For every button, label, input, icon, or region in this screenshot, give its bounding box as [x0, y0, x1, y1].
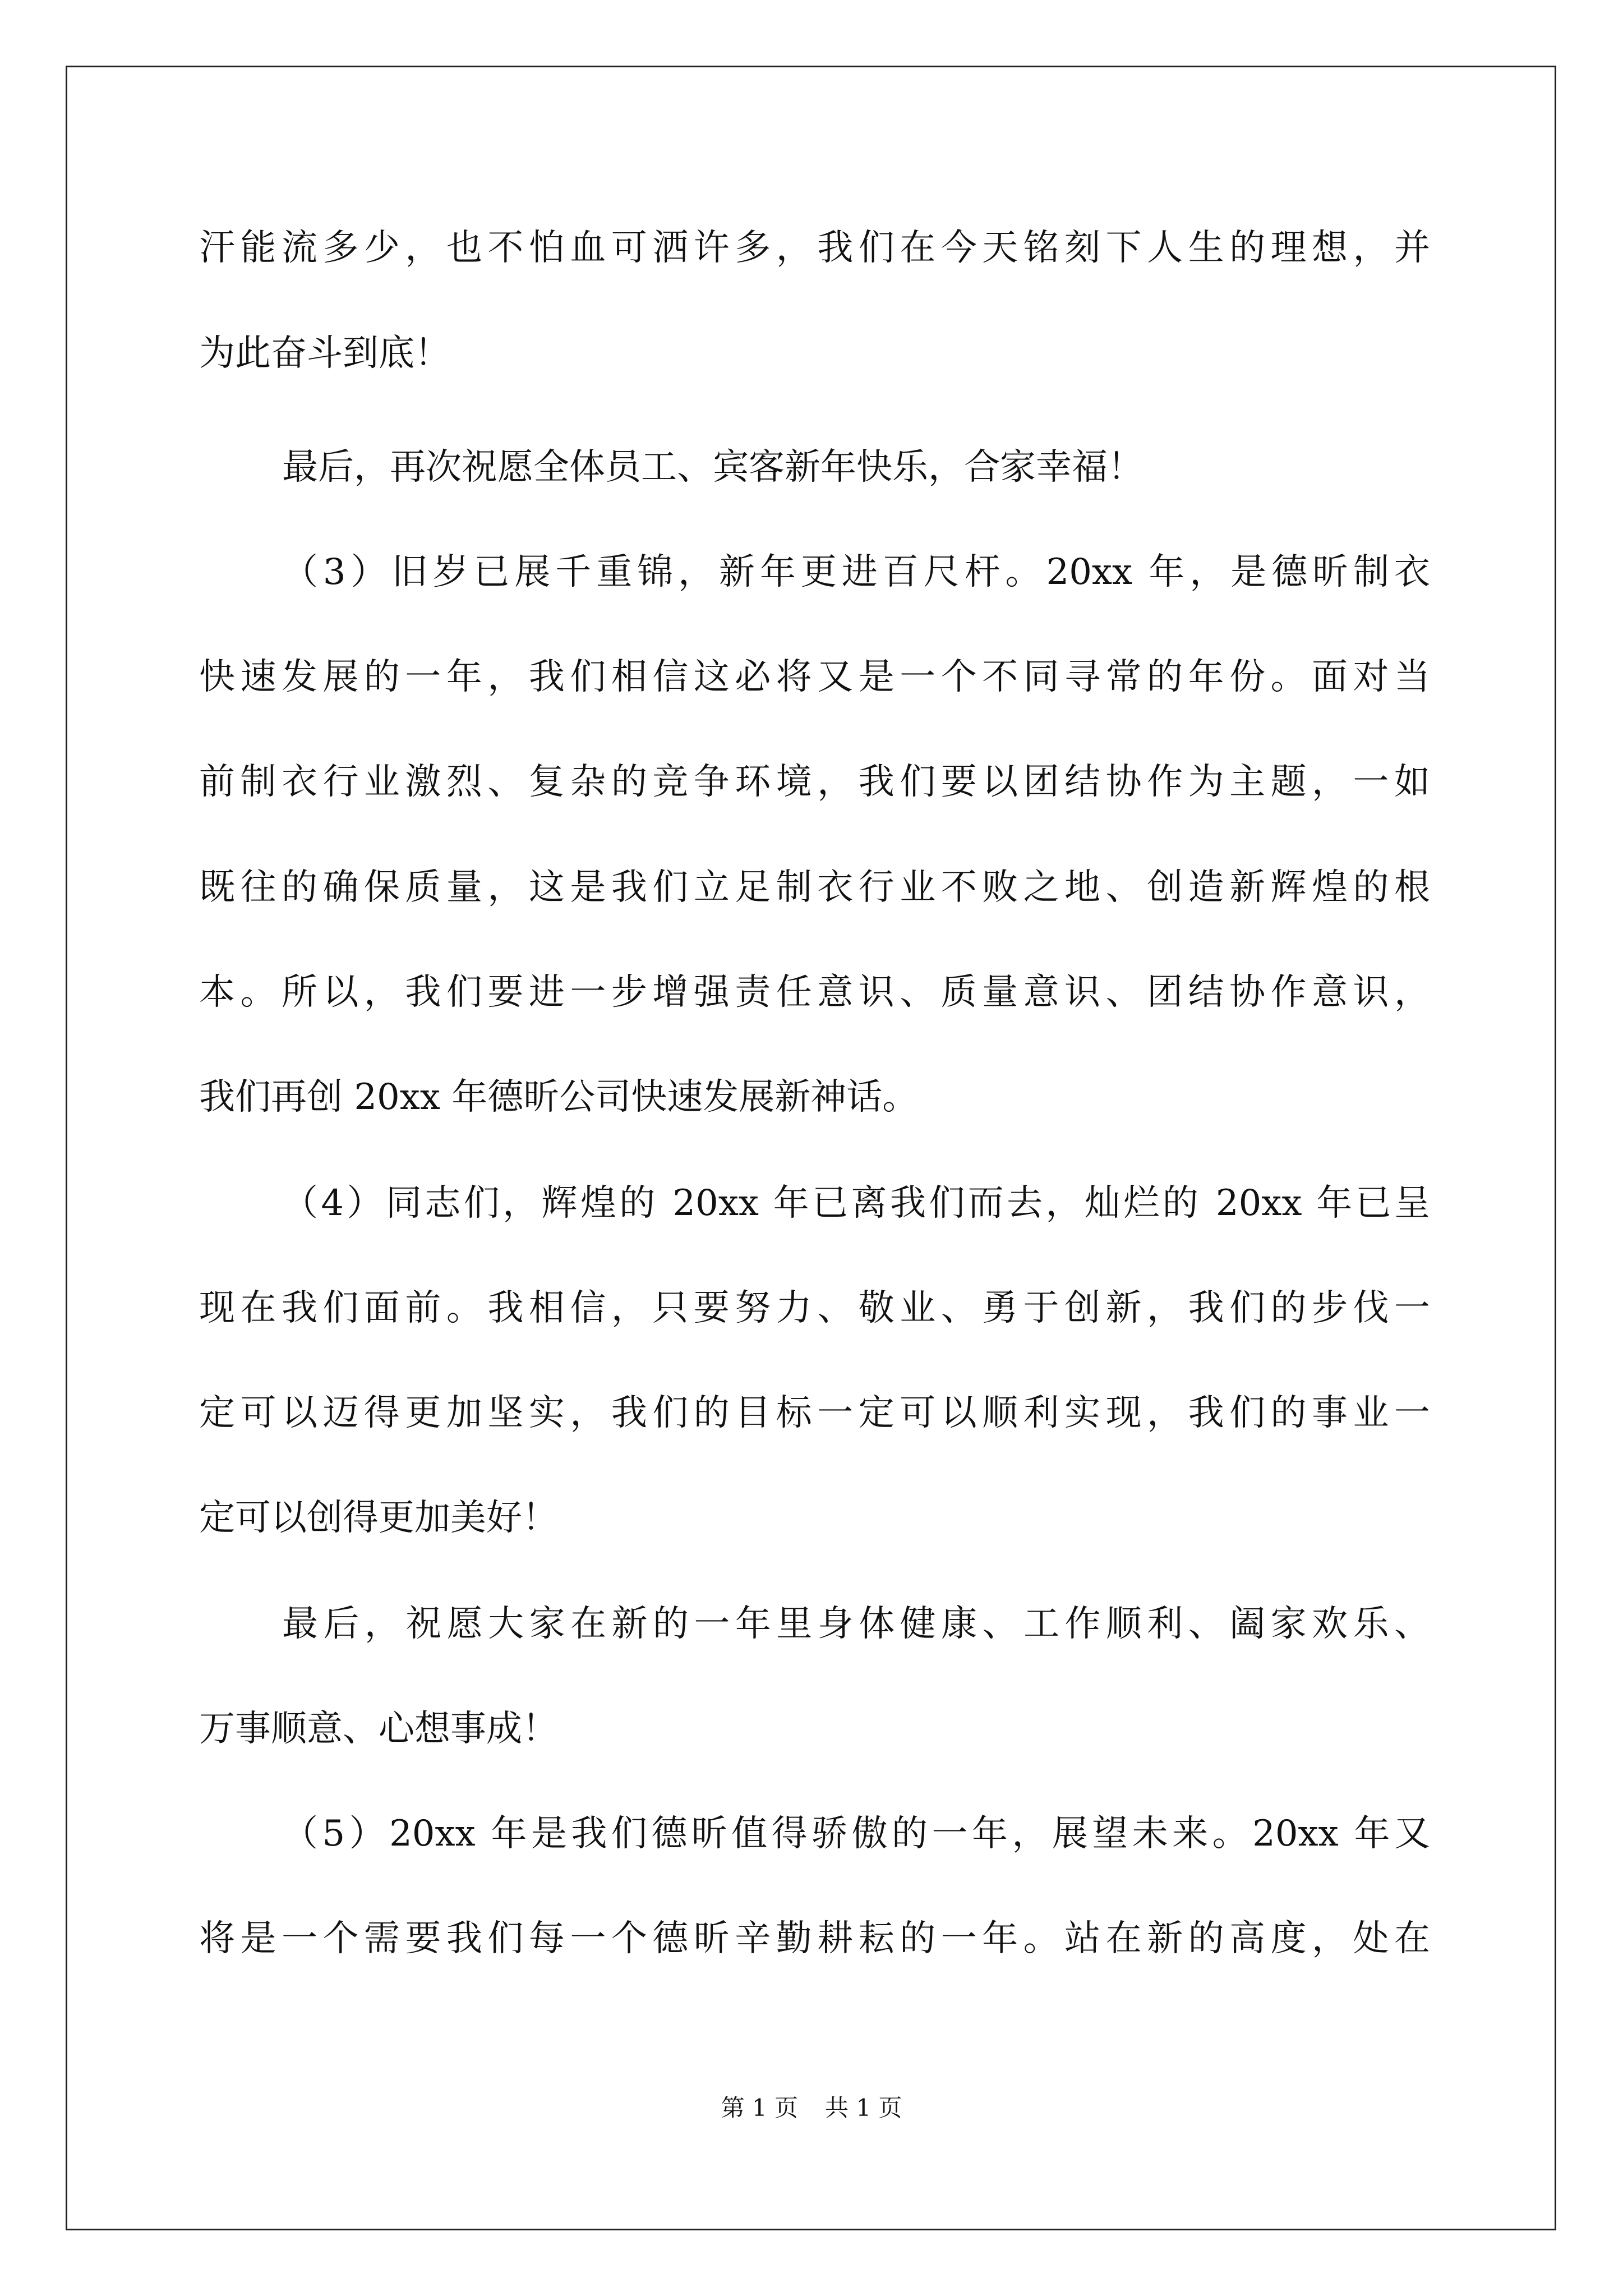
text-line: 定可以创得更加美好！: [199, 1497, 558, 1539]
text-line: 既往的确保质量，这是我们立足制衣行业不败之地、创造新辉煌的根: [199, 867, 1430, 908]
text-line: 快速发展的一年，我们相信这必将又是一个不同寻常的年份。面对当: [199, 656, 1430, 698]
text-line: 最后，再次祝愿全体员工、宾客新年快乐，合家幸福！: [282, 447, 1144, 488]
text-line: （4）同志们，辉煌的 20xx 年已离我们而去，灿烂的 20xx 年已呈: [282, 1182, 1430, 1224]
text-line: 现在我们面前。我相信，只要努力、敬业、勇于创新，我们的步伐一: [199, 1287, 1430, 1329]
text-line: 为此奋斗到底！: [199, 333, 450, 374]
text-line: 最后，祝愿大家在新的一年里身体健康、工作顺利、阖家欢乐、: [282, 1603, 1430, 1645]
text-line: （5）20xx 年是我们德昕值得骄傲的一年，展望未来。20xx 年又: [282, 1813, 1430, 1855]
text-line: 前制衣行业激烈、复杂的竞争环境，我们要以团结协作为主题，一如: [199, 761, 1430, 803]
text-line: 将是一个需要我们每一个德昕辛勤耕耘的一年。站在新的高度，处在: [199, 1918, 1430, 1959]
text-line: 定可以迈得更加坚实，我们的目标一定可以顺利实现，我们的事业一: [199, 1392, 1430, 1434]
page-total: 共 1 页: [825, 2094, 902, 2122]
text-line: 汗能流多少，也不怕血可洒许多，我们在今天铭刻下人生的理想，并: [199, 227, 1430, 269]
text-line: 万事顺意、心想事成！: [199, 1708, 558, 1750]
text-line: （3）旧岁已展千重锦，新年更进百尺杆。20xx 年，是德昕制衣: [282, 551, 1430, 593]
page-number: 第 1 页: [721, 2094, 798, 2122]
page-border: [66, 66, 1556, 2230]
text-line: 本。所以，我们要进一步增强责任意识、质量意识、团结协作意识，: [199, 972, 1430, 1013]
text-line: 我们再创 20xx 年德昕公司快速发展新神话。: [199, 1076, 919, 1118]
page-footer: [0, 2094, 1623, 2122]
